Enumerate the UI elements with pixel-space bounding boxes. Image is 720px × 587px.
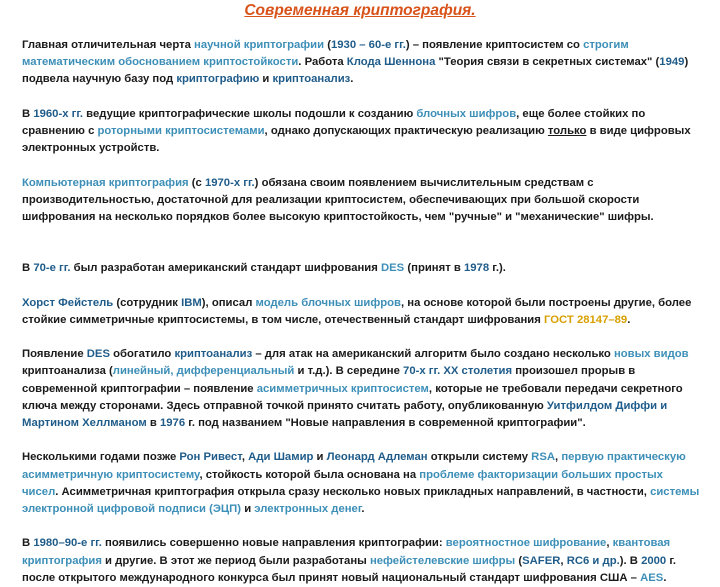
text-run: "Теория связи в секретных системах" ( — [435, 56, 660, 69]
term-highlight: блочных шифров — [416, 107, 517, 120]
text-run: , на основе которой были построены другие, более стойкие симметричные криптосистемы, в том числе, отечественный стандарт шифрования — [22, 296, 692, 326]
text-run: и — [259, 73, 273, 86]
text-run: обогатило — [110, 348, 175, 361]
term-highlight: электронных денег — [254, 503, 362, 515]
paragraph-p3 — [22, 175, 702, 227]
term-highlight: нефейстелевские шифры — [369, 554, 516, 567]
name-or-date-highlight: криптоанализ — [174, 348, 253, 361]
slide-body — [22, 37, 702, 587]
text-run: был разработан американский стандарт шифрования — [70, 262, 381, 275]
text-run: криптоанализа ( — [22, 365, 113, 378]
text-run: и другие. В этот же период были разработаны — [101, 554, 370, 567]
text-run: (сотрудник — [113, 296, 182, 309]
name-or-date-highlight: и др. — [589, 554, 620, 567]
text-run: в — [146, 417, 160, 429]
paragraph-p4 — [22, 260, 702, 277]
term-highlight: роторными криптосистемами — [97, 125, 265, 137]
text-run: г. после открытого международного конкурса был принят новый национальный стандарт шифрования США – — [22, 554, 677, 584]
name-or-date-highlight: Хорст Фейстель — [22, 296, 114, 309]
term-highlight: системы электронной цифровой подписи (ЭЦП) — [22, 485, 700, 515]
name-or-date-highlight: 2000 — [641, 554, 667, 567]
text-run: и т.д.). В середине — [294, 365, 404, 378]
name-or-date-highlight: 1970-х гг. — [204, 176, 255, 189]
text-run: и — [313, 451, 327, 464]
paragraph-p7 — [22, 449, 702, 518]
text-run: ) подвела научную базу под — [22, 56, 689, 86]
term-highlight: научной криптографии — [194, 39, 325, 51]
term-highlight: асимметричных криптосистем — [256, 382, 429, 395]
name-or-date-highlight: 1930 – 60-е гг. — [330, 39, 406, 51]
text-run: появились совершенно новые направления криптографии: — [101, 537, 446, 550]
text-run: , — [606, 537, 613, 550]
name-or-date-highlight: Клода Шеннона — [346, 56, 436, 69]
text-run: . — [350, 73, 354, 86]
text-run: В — [22, 262, 34, 275]
text-run: , еще более стойких по сравнению с — [22, 107, 646, 137]
standard-highlight: ГОСТ 28147–89 — [543, 313, 628, 326]
term-highlight: модель блочных шифров — [255, 296, 401, 309]
text-run: , — [241, 451, 249, 464]
term-highlight: квантовая криптография — [22, 537, 671, 567]
paragraph-p2 — [22, 106, 702, 158]
text-run: ведущие криптографические школы подошли к созданию — [83, 107, 417, 120]
term-highlight: строгим математическим обоснованием криптостойкости — [22, 39, 629, 69]
text-run: ) обязана своим появлением вычислительным средствам с производительностью, достаточной для реализации криптосистем, обеспечивающих при большой скорости шифрования на несколько порядков более высокую криптостойкость, чем "ручные" и "механические" шифры. — [22, 176, 654, 223]
text-run: В — [22, 107, 34, 120]
name-or-date-highlight: DES — [86, 348, 110, 361]
text-run: Появление — [22, 348, 87, 361]
text-run: ) – появление криптосистем со — [405, 39, 584, 51]
paragraph-p6 — [22, 346, 702, 432]
name-or-date-highlight: Ади Шамир — [248, 451, 314, 464]
name-or-date-highlight: 1976 — [159, 417, 186, 429]
text-run: Несколькими годами позже — [22, 451, 180, 464]
text-run: . — [627, 313, 631, 326]
name-or-date-highlight: IBM — [181, 296, 202, 309]
term-highlight: линейный, дифференциальный — [112, 365, 295, 378]
term-highlight: RSA — [531, 451, 556, 464]
term-highlight: первую практическую асимметричную криптосистему — [22, 451, 686, 481]
paragraph-p8 — [22, 535, 702, 587]
underlined-text: только — [547, 125, 587, 137]
text-run: , однако допускающих практическую реализацию — [264, 125, 548, 137]
text-run: открыли систему — [427, 451, 532, 464]
name-or-date-highlight: 1949 — [659, 56, 685, 69]
text-run: В — [22, 537, 34, 550]
term-highlight: вероятностное шифрование — [445, 537, 607, 550]
term-highlight: проблеме факторизации больших простых чисел — [22, 468, 663, 498]
name-or-date-highlight: SAFER — [522, 554, 561, 567]
text-run: в виде цифровых электронных устройств. — [22, 125, 691, 155]
text-run: г.). — [489, 262, 506, 275]
text-run: (принят в — [404, 262, 464, 275]
text-run: Главная отличительная черта — [22, 39, 195, 51]
name-or-date-highlight: криптоанализ — [272, 73, 351, 86]
text-run: ( — [515, 554, 523, 567]
text-run: г. под названием "Новые направления в современной криптографии". — [185, 417, 586, 429]
text-run: ). В — [619, 554, 642, 567]
name-or-date-highlight: 70-е гг. — [33, 262, 71, 275]
text-run: ), описал — [201, 296, 256, 309]
text-run: ( — [324, 39, 331, 51]
text-run: . — [361, 503, 365, 515]
text-run: , — [555, 451, 562, 464]
slide-title: Современная криптография. — [244, 2, 476, 19]
text-run: и — [241, 503, 255, 515]
name-or-date-highlight: 1960-х гг. — [33, 107, 84, 120]
text-run: , стойкость которой была основана на — [199, 468, 420, 481]
paragraph-p1 — [22, 37, 702, 89]
name-or-date-highlight: Леонард Адлеман — [326, 451, 428, 464]
text-run: . Асимметричная криптография открыла сразу несколько новых прикладных направлений, в частности, — [55, 485, 651, 498]
name-or-date-highlight: 1980–90-е гг. — [33, 537, 102, 550]
name-or-date-highlight: 70-х гг. XX столетия — [403, 365, 513, 378]
text-run: (с — [188, 176, 205, 189]
text-run: произошел прорыв в современной криптографии – появление — [22, 365, 636, 395]
name-or-date-highlight: Рон Ривест — [179, 451, 242, 464]
text-run: . Работа — [298, 56, 347, 69]
term-highlight: Компьютерная криптография — [22, 176, 189, 189]
paragraph-p5 — [22, 295, 702, 329]
term-highlight: DES — [380, 262, 405, 275]
text-run: . — [663, 571, 667, 584]
name-or-date-highlight: Уитфилдом Диффи и Мартином Хеллманом — [22, 399, 668, 429]
term-highlight: AES — [640, 571, 664, 584]
name-or-date-highlight: RC6 — [566, 554, 590, 567]
name-or-date-highlight: 1978 — [463, 262, 490, 275]
text-run: , — [560, 554, 567, 567]
text-run: – для атак на американский алгоритм было создано несколько — [252, 348, 614, 361]
text-run: , которые не требовали передачи секретного ключа между сторонами. Здесь отправной точкой принято считать работу, опубликованную — [22, 382, 683, 412]
name-or-date-highlight: криптографию — [176, 73, 260, 86]
term-highlight: новых видов — [613, 348, 689, 361]
